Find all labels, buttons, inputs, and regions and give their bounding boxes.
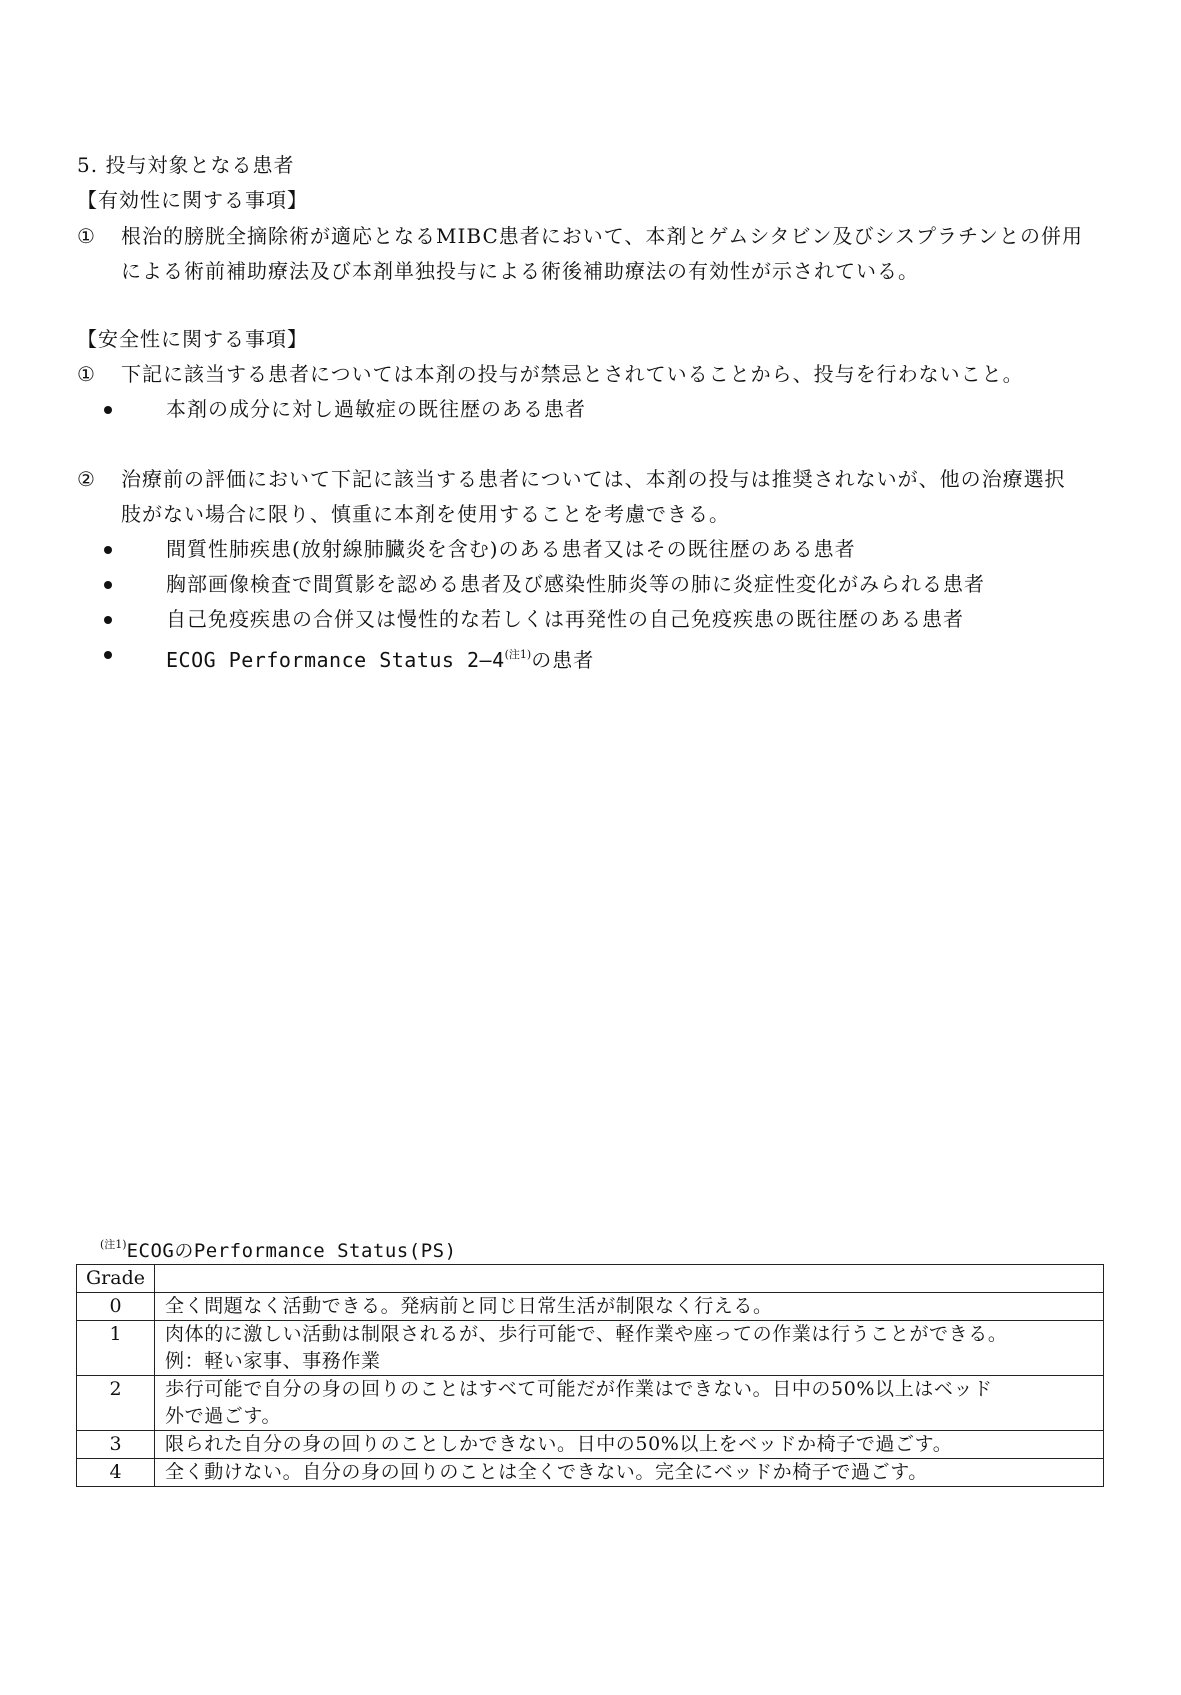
bullet-dot-icon	[104, 581, 112, 589]
grade-cell: 3	[77, 1431, 155, 1459]
description-line: 全く問題なく活動できる。発病前と同じ日常生活が制限なく行える。	[165, 1295, 773, 1317]
text-line: 下記に該当する患者については本剤の投与が禁忌とされていることから、投与を行わないこと。	[121, 362, 1024, 386]
item-number-mark: ②	[77, 467, 95, 491]
description-cell	[155, 1376, 1104, 1431]
section-heading: 5. 投与対象となる患者	[77, 153, 295, 177]
description-header	[155, 1265, 1104, 1293]
table-header-row	[77, 1265, 1104, 1293]
description-cell	[155, 1431, 1104, 1459]
item-number-mark: ①	[77, 224, 95, 248]
description-cell	[155, 1321, 1104, 1376]
item-number-mark: ①	[77, 362, 95, 386]
description-line: 全く動けない。自分の身の回りのことは全くできない。完全にベッドか椅子で過ごす。	[165, 1461, 928, 1483]
bullet-text: 自己免疫疾患の合併又は慢性的な若しくは再発性の自己免疫疾患の既往歴のある患者	[166, 607, 964, 631]
bullet-text: 間質性肺疾患(放射線肺臓炎を含む)のある患者又はその既往歴のある患者	[166, 537, 856, 561]
bullet-dot-icon	[104, 406, 112, 414]
text-line: 根治的膀胱全摘除術が適応となるMIBC患者において、本剤とゲムシタビン及びシスプラチンとの併用	[121, 224, 1083, 248]
bullet-text-ecog	[166, 637, 594, 678]
table-row	[77, 1293, 1104, 1321]
efficacy-heading: 【有効性に関する事項】	[77, 188, 308, 212]
description-cell	[155, 1459, 1104, 1487]
table-row	[77, 1459, 1104, 1487]
safety-item-text	[121, 462, 1181, 532]
text-line: 肢がない場合に限り、慎重に本剤を使用することを考慮できる。	[121, 502, 730, 526]
description-line: 歩行可能で自分の身の回りのことはすべて可能だが作業はできない。日中の50%以上はベッド	[165, 1378, 993, 1400]
bullet-dot-icon	[104, 651, 112, 659]
grade-header: Grade	[77, 1265, 155, 1293]
table-row	[77, 1376, 1104, 1431]
efficacy-item-text	[121, 219, 1181, 289]
table-row	[77, 1431, 1104, 1459]
text-line: による術前補助療法及び本剤単独投与による術後補助療法の有効性が示されている。	[121, 259, 919, 283]
performance-status-table	[76, 1264, 1104, 1487]
bullet-text: 本剤の成分に対し過敏症の既往歴のある患者	[166, 397, 586, 421]
description-cell	[155, 1293, 1104, 1321]
grade-cell: 4	[77, 1459, 155, 1487]
bullet-dot-icon	[104, 616, 112, 624]
text-line: 治療前の評価において下記に該当する患者については、本剤の投与は推奨されないが、他の治療選択	[121, 467, 1066, 491]
grade-cell: 2	[77, 1376, 155, 1431]
table-caption	[100, 1231, 457, 1265]
description-line: 例：軽い家事、事務作業	[165, 1350, 381, 1372]
description-line: 外で過ごす。	[165, 1405, 282, 1427]
footnote-marker: (注1)	[100, 1238, 127, 1251]
table-row	[77, 1321, 1104, 1376]
bullet-text: 胸部画像検査で間質影を認める患者及び感染性肺炎等の肺に炎症性変化がみられる患者	[166, 572, 985, 596]
grade-cell: 0	[77, 1293, 155, 1321]
safety-item-text	[121, 357, 1181, 392]
safety-heading: 【安全性に関する事項】	[77, 327, 308, 351]
ecog-prefix: ECOG Performance Status 2―4	[166, 648, 505, 672]
caption-text: ECOGのPerformance Status(PS)	[126, 1240, 457, 1262]
footnote-ref: (注1)	[504, 648, 532, 661]
description-line: 肉体的に激しい活動は制限されるが、歩行可能で、軽作業や座っての作業は行うことができる。	[165, 1323, 1008, 1345]
description-line: 限られた自分の身の回りのことしかできない。日中の50%以上をベッドか椅子で過ごす。	[165, 1433, 953, 1455]
grade-cell: 1	[77, 1321, 155, 1376]
ecog-suffix: の患者	[531, 648, 595, 672]
bullet-dot-icon	[104, 546, 112, 554]
